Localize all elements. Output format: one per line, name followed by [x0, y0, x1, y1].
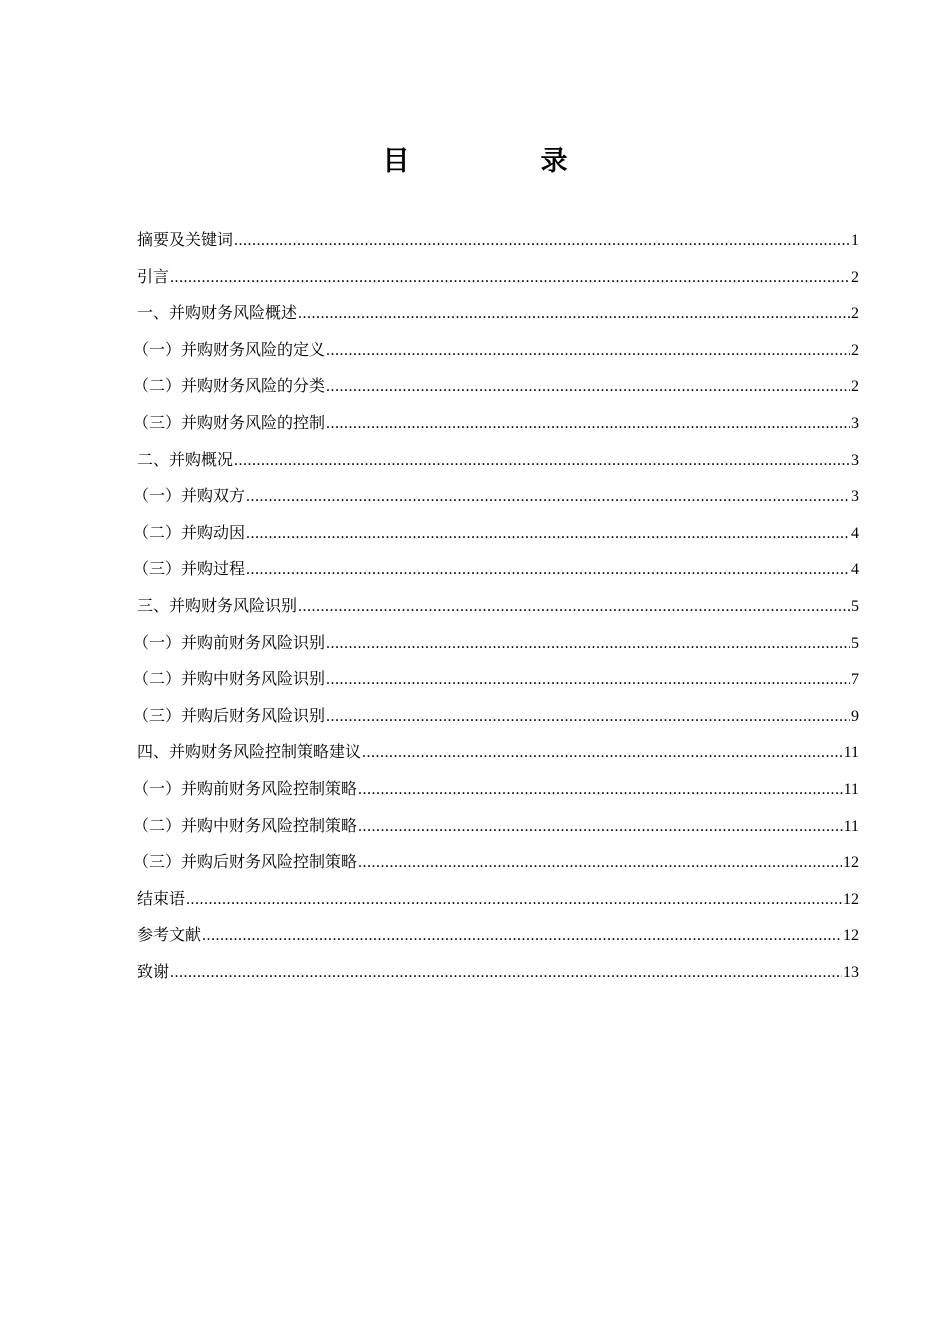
- toc-dot-leader: [246, 552, 850, 589]
- toc-entry-page-number: 2: [851, 341, 859, 359]
- toc-entry[interactable]: [137, 222, 859, 259]
- table-of-contents: [133, 222, 859, 990]
- toc-entry-label: 二、并购概况: [137, 449, 234, 469]
- toc-entry-label: 摘要及关键词: [137, 230, 234, 249]
- toc-entry-label: （三）并购过程: [133, 559, 246, 579]
- toc-entry[interactable]: [133, 698, 859, 735]
- toc-entry-page-number: 11: [843, 744, 859, 762]
- toc-dot-leader: [326, 662, 850, 699]
- toc-entry[interactable]: [133, 844, 859, 881]
- toc-entry[interactable]: [133, 771, 859, 808]
- toc-entry-label: （三）并购后财务风险控制策略: [133, 852, 358, 872]
- toc-dot-leader: [170, 955, 842, 992]
- toc-entry-label: （二）并购动因: [133, 522, 246, 542]
- toc-dot-leader: [326, 699, 850, 736]
- toc-entry-label: （二）并购财务风险的分类: [133, 376, 326, 396]
- toc-dot-leader: [358, 809, 843, 846]
- toc-entry-label: （一）并购财务风险的定义: [133, 339, 326, 359]
- toc-dot-leader: [326, 333, 850, 370]
- toc-entry-label: 一、并购财务风险概述: [137, 303, 298, 323]
- toc-entry-page-number: 3: [851, 451, 859, 469]
- toc-dot-leader: [246, 479, 850, 516]
- toc-entry[interactable]: [137, 442, 859, 479]
- toc-entry-page-number: 3: [851, 488, 859, 506]
- toc-entry[interactable]: [137, 295, 859, 332]
- toc-entry[interactable]: [133, 808, 859, 845]
- toc-entry[interactable]: [133, 551, 859, 588]
- toc-dot-leader: [234, 443, 850, 480]
- toc-entry-page-number: 11: [843, 780, 859, 798]
- toc-entry-page-number: 12: [843, 854, 859, 872]
- toc-entry-page-number: 12: [843, 927, 859, 945]
- toc-dot-leader: [358, 772, 843, 809]
- toc-entry[interactable]: [137, 588, 859, 625]
- toc-entry-page-number: 4: [851, 524, 859, 542]
- toc-entry-page-number: 9: [851, 707, 859, 725]
- toc-entry-label: 致谢: [137, 961, 170, 981]
- toc-entry-label: （一）并购前财务风险控制策略: [133, 778, 358, 798]
- toc-entry[interactable]: [137, 954, 859, 991]
- toc-entry-page-number: 5: [851, 634, 859, 652]
- toc-entry-label: 三、并购财务风险识别: [137, 595, 298, 615]
- toc-entry[interactable]: [137, 881, 859, 918]
- toc-entry[interactable]: [137, 917, 859, 954]
- toc-entry[interactable]: [133, 368, 859, 405]
- toc-entry[interactable]: [133, 625, 859, 662]
- toc-dot-leader: [326, 626, 850, 663]
- toc-entry-label: （二）并购中财务风险识别: [133, 669, 326, 689]
- toc-dot-leader: [298, 589, 850, 626]
- toc-entry[interactable]: [133, 515, 859, 552]
- toc-entry-page-number: 12: [843, 890, 859, 908]
- toc-dot-leader: [170, 260, 850, 297]
- toc-dot-leader: [358, 845, 842, 882]
- toc-dot-leader: [326, 406, 850, 443]
- toc-entry-label: 参考文献: [137, 925, 202, 945]
- toc-dot-leader: [362, 735, 843, 772]
- toc-entry-page-number: 3: [851, 414, 859, 432]
- toc-entry[interactable]: [137, 259, 859, 296]
- toc-entry[interactable]: [133, 332, 859, 369]
- toc-entry-label: 结束语: [137, 888, 186, 908]
- toc-dot-leader: [326, 369, 850, 406]
- toc-entry[interactable]: [133, 478, 859, 515]
- page-title: 目 录: [382, 146, 620, 177]
- toc-entry-label: （三）并购财务风险的控制: [133, 412, 326, 432]
- toc-entry-label: 引言: [137, 266, 170, 286]
- toc-dot-leader: [186, 882, 842, 919]
- toc-entry-page-number: 2: [851, 378, 859, 396]
- toc-entry-page-number: 4: [851, 561, 859, 579]
- toc-dot-leader: [234, 223, 850, 260]
- toc-entry-page-number: 7: [851, 671, 859, 689]
- toc-dot-leader: [298, 296, 850, 333]
- toc-entry-page-number: 1: [851, 232, 859, 249]
- toc-entry-label: （二）并购中财务风险控制策略: [133, 815, 358, 835]
- toc-entry-label: （三）并购后财务风险识别: [133, 705, 326, 725]
- toc-entry-page-number: 13: [843, 963, 859, 981]
- toc-entry-page-number: 2: [851, 305, 859, 323]
- toc-entry[interactable]: [133, 661, 859, 698]
- toc-entry-page-number: 11: [843, 817, 859, 835]
- toc-dot-leader: [246, 516, 850, 553]
- toc-dot-leader: [202, 918, 842, 955]
- toc-entry-label: （一）并购前财务风险识别: [133, 632, 326, 652]
- toc-entry[interactable]: [133, 405, 859, 442]
- toc-entry-page-number: 5: [851, 597, 859, 615]
- toc-entry-page-number: 2: [851, 268, 859, 286]
- toc-entry[interactable]: [137, 734, 859, 771]
- toc-entry-label: 四、并购财务风险控制策略建议: [137, 742, 362, 762]
- toc-entry-label: （一）并购双方: [133, 486, 246, 506]
